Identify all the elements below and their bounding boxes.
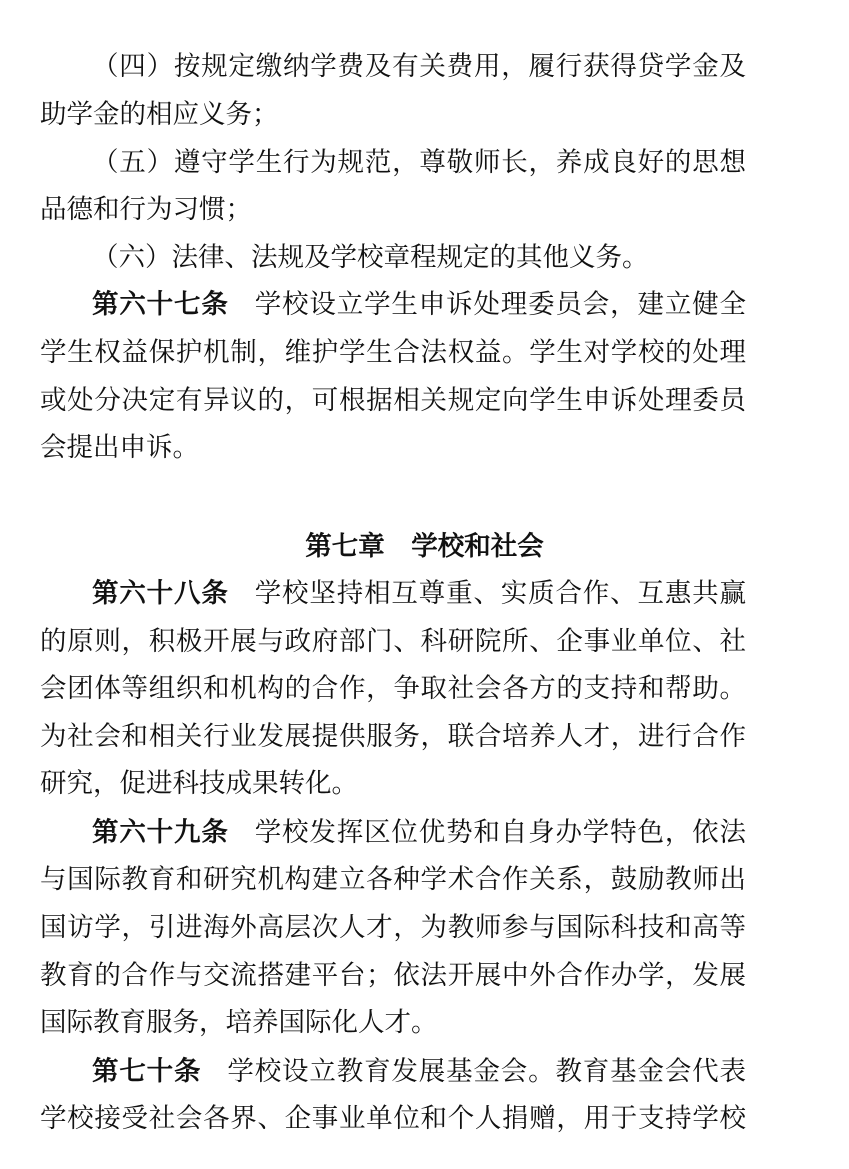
article-68-text-1: 学校坚持相互尊重、实质合作、互惠共赢	[254, 578, 747, 609]
article-69-line-3: 国访学，引进海外高层次人才，为教师参与国际科技和高等	[40, 912, 746, 943]
article-67-line-2: 学生权益保护机制，维护学生合法权益。学生对学校的处理	[40, 337, 746, 368]
article-69-line-4: 教育的合作与交流搭建平台；依法开展中外合作办学，发展	[40, 960, 746, 991]
item-4-line-1: （四）按规定缴纳学费及有关费用，履行获得贷学金及	[92, 51, 746, 82]
article-68-line-3: 会团体等组织和机构的合作，争取社会各方的支持和帮助。	[40, 673, 746, 704]
article-70-text-1: 学校设立教育发展基金会。教育基金会代表	[227, 1056, 747, 1087]
item-5-line-2: 品德和行为习惯；	[40, 194, 252, 225]
article-67-line-4: 会提出申诉。	[40, 432, 199, 463]
chapter-7-title: 第七章 学校和社会	[305, 531, 544, 562]
article-68-line-2: 的原则，积极开展与政府部门、科研院所、企事业单位、社	[40, 626, 746, 657]
article-67-line-1	[92, 282, 746, 328]
article-68-label: 第六十八条	[92, 578, 229, 609]
item-5-line-1: （五）遵守学生行为规范，尊敬师长，养成良好的思想	[92, 147, 746, 178]
article-69-line-5: 国际教育服务，培养国际化人才。	[40, 1007, 438, 1038]
item-6-line-1: （六）法律、法规及学校章程规定的其他义务。	[92, 242, 649, 273]
article-69-line-2: 与国际教育和研究机构建立各种学术合作关系，鼓励教师出	[40, 864, 746, 895]
article-70-label: 第七十条	[92, 1056, 202, 1087]
item-4-line-2: 助学金的相应义务；	[40, 99, 279, 130]
article-69-text-1: 学校发挥区位优势和自身办学特色，依法	[254, 817, 747, 848]
article-69-line-1	[92, 810, 746, 856]
article-68-line-4: 为社会和相关行业发展提供服务，联合培养人才，进行合作	[40, 721, 746, 752]
article-68-line-1	[92, 571, 746, 617]
article-67-label: 第六十七条	[92, 289, 229, 320]
article-68-line-5: 研究，促进科技成果转化。	[40, 768, 358, 799]
article-70-line-2: 学校接受社会各界、企事业单位和个人捐赠，用于支持学校	[40, 1103, 746, 1134]
article-67-text-1: 学校设立学生申诉处理委员会，建立健全	[254, 289, 747, 320]
article-69-label: 第六十九条	[92, 817, 229, 848]
article-70-line-1	[92, 1049, 746, 1095]
article-67-line-3: 或处分决定有异议的，可根据相关规定向学生申诉处理委员	[40, 385, 746, 416]
